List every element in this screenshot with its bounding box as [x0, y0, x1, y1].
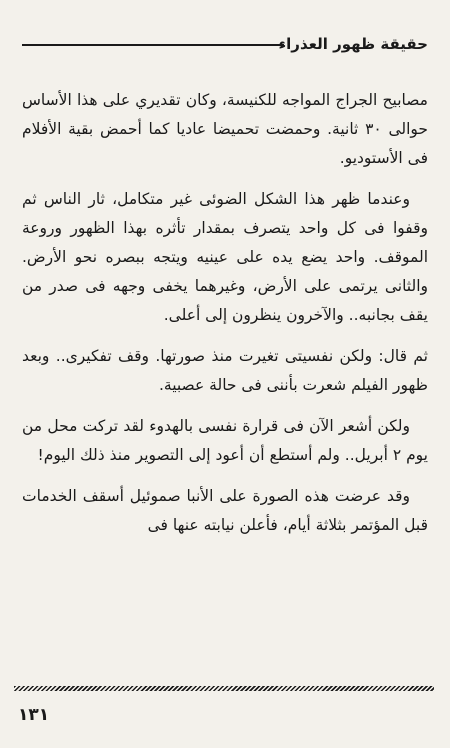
paragraph-2: وعندما ظهر هذا الشكل الضوئى غير متكامل، ثار الناس ثم وقفوا فى كل واحد يتصرف بمقدار تأثره بهذا الظهور وروعة الموقف. واحد يضع يده على عينيه ويتجه ببصره نحو الأرض. والثانى يرتمى على الأرض، وغيرهما يخفى وجهه فى صدر من يقف بجانبه.. والآخرون ينظرون إلى أعلى.: [22, 190, 428, 324]
paragraph-3: ثم قال: ولكن نفسيتى تغيرت منذ صورتها. وقف تفكيرى.. وبعد ظهور الفيلم شعرت بأننى فى حالة عصبية.: [22, 347, 428, 394]
running-header-title: حقيقة ظهور العذراء: [278, 35, 428, 53]
paragraph-1: مصابيح الجراج المواجه للكنيسة، وكان تقديري على هذا الأساس حوالى ٣٠ ثانية. وحمضت تحميضا عاديا كما أحمض بقية الأفلام فى الأستوديو.: [22, 91, 428, 167]
running-header: [22, 30, 428, 58]
paragraph-5: وقد عرضت هذه الصورة على الأنبا صموئيل أسقف الخدمات قبل المؤتمر بثلاثة أيام، فأعلن نيابته عنها فى: [22, 487, 428, 534]
header-rule: [22, 44, 284, 46]
footer-rule: [14, 686, 434, 691]
page-number: ١٣١: [18, 705, 50, 725]
paragraph-4: ولكن أشعر الآن فى قرارة نفسى بالهدوء لقد تركت محل من يوم ٢ أبريل.. ولم أستطع أن أعود إلى التصوير منذ ذلك اليوم!: [22, 417, 428, 464]
page-body: [22, 86, 428, 540]
